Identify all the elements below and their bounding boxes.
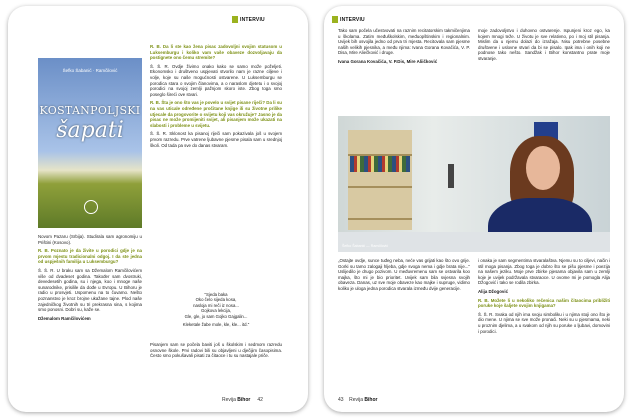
photo-caption: Šefko Šabanić — Ramčilović	[342, 244, 389, 248]
answer-5: Š. Š. R. Svaka od njih ima svoju simboliku i u njima stoji ono što je dio mene. U njima se sve može pronaći. Neki su u pjesmama, neki u proznim djelima, a u svakom od njih su poruke o ljubavi, domovini i porodici.	[478, 311, 610, 334]
paragraph-4-name: Alija Džogović	[478, 288, 509, 294]
page-number: 43	[338, 397, 344, 403]
author-photo	[338, 116, 610, 252]
question-5: R. B. Možete li u nekoliko rečenica našim čitaocima približiti poruke koje šaljete svojim knjigama?	[478, 297, 610, 309]
left-page	[8, 6, 308, 412]
caption-text: Novom Pazaru (Srbija). Studirala sam agronomiju u Prištini (Kosovo).	[38, 234, 142, 245]
page-footer	[338, 397, 377, 403]
section-tag: INTERVIU	[240, 17, 265, 23]
books	[350, 156, 410, 172]
paragraph-3: „Ostajte ovdje, sunce tuđeg neba, neće vas grijati kao što ovo grije. Gorki su tamo zalogaji hljeba, gdje svoga nema i gdje brata nije..." Uslijedilo je drugo pozivom. U međuvremenu sam se ostvarila koo majka, što mi je bio prioritet. Uvijek sam bila svjesna svojih obaveza. Danas, uz sve moje obaveze kao majke i supruge, vidimo koliko je uloga jedna porodica stvarala između dvije generacije.	[338, 258, 470, 291]
top-left-column	[338, 28, 470, 68]
answer-3: Š. Š. R. Sklonost ka pisanoj riječi sam pokazivala još u svojem prvom razredu. Prve vatrene ljubavne pjesme pisala sam u srednjoj školi. Od tada pa sve do danas stvaram.	[150, 131, 282, 148]
answer-2: Š. Š. R. Ovdje živimo onako kako se samo može poželjeti. Ekonomsko i društveno uspjevati stvorilo nam je razne ciljeve i volje, koje su naše mogućnosti ostvarene. U Luksemburgu se porodica stara o svojim članovima, a o naraslom djetetu i o svojoj porodici na svojoj zemlji pažnjom skoro iste. Zbog toga smo poseglo šireći ove stvari.	[150, 63, 282, 97]
poem-tail: Kleketale žabe mole, kle, kle... itd."	[182, 322, 250, 328]
bottom-right-column	[478, 258, 610, 337]
answer-1-highlight: Džemalom Ramčilovićem	[38, 315, 91, 321]
left-column	[38, 234, 142, 324]
page-number: 42	[257, 397, 263, 403]
poem-line: Oko čelo sijeda kosa,	[195, 297, 237, 303]
section-marker	[332, 16, 338, 23]
question-3: R. B. Šta je ono što vas je povelo u svijet pisane riječi? Da li su na vas uticale određene pročitane knjige ili su životne prilike utjecale da progovorite o svijetu koji vas okružuje? Jasno je da pisac ne može promijeniti svijet, ali pisanjem može ukazati na slabosti i probleme u svijetu.	[150, 100, 282, 128]
poem-line: Gojkova lekcija,	[200, 308, 232, 314]
question-1: R. B. Poznato je da živite u porodici gdje je na prvom mjestu tradicionalni odgoj. I da ste jedna od uspješnih familija u Luksemburgu?	[38, 248, 142, 265]
footer-magazine-name: Bihor	[364, 397, 378, 403]
publisher-seal-icon	[84, 200, 98, 214]
poem-block	[158, 292, 274, 327]
right-page	[324, 6, 624, 412]
desk	[338, 232, 610, 252]
book-title-line1: KOSTANPOLJSKI	[39, 104, 141, 117]
page-footer	[222, 397, 263, 403]
paragraph-4: i onaka je sam segmentima stvaralaštva. Njemu su to ciljevi, način i stil moga pisanja. Zbog toga je dobro što se pišu pjesme i poezija na našem jeziku. Moje prve zbirke pjesama objavila sam u zemlji koje je uvijek podržavala stvaraoce. U ovome mi je pomogla Alija Džogović i tako se rodila zbirka.	[478, 258, 610, 286]
poem-line: Gle, gle, jo sam Gojko Gajgalin...	[184, 313, 248, 319]
footer-magazine-prefix: Revija	[349, 397, 364, 403]
poem-line: "Sjeda baka	[204, 292, 228, 297]
question-2: R. B. Da li ste kao žena pisac zadovoljni svojim statusom u Luksemburgu i koliko vam vaše obaveze dozvoljavaju da postignete ono čemu stremite?	[150, 44, 282, 61]
book-title-line2: šapati	[56, 118, 124, 143]
section-marker	[232, 16, 238, 23]
bottom-left-column	[338, 258, 470, 295]
answer-3b: Pisanjem sam se počela baviti još u školskim i sedmom razredu osnovne škole. Prvi radovi bili su objavljeni u dječijim časopisima. Često smo pokušavali pisati za čitaoce i tu su nastajale priče.	[150, 342, 282, 359]
paragraph-1: Tako sam počela učestvovati na raznim recitatorskim takmičenjima u školama. Zatim međuškolskim, međuopštinskim i regionalnim. Uvijek bih osvojila jedno od prva tri mjesta. Recitovala sam pjesme naših velikih pjesnika, a među njima: Ivana Goranа Kovačića, V. P. Disa, Mire Aliečković i druge.	[338, 28, 470, 56]
book-author: Šefko Šabanić · Ramčilović	[62, 68, 118, 73]
top-right-column	[478, 28, 610, 65]
book-cover	[38, 58, 142, 228]
paragraph-1-names: Ivana Gorana Kovačića, V. P.Dis, Mire Aliičković	[338, 58, 438, 64]
bookshelf	[348, 130, 412, 230]
footer-magazine-name: Bihor	[237, 397, 251, 403]
author-face	[526, 146, 560, 190]
paragraph-2: moje zadovoljstvo i duhovno ostvarenje. Ispunjeni kroz ego, ka kojem mnogi teže. U životu je sve relativno, po i moj stil pisanja. Mislim da u njemu dolazi do izražaja. Nisu potrebne posebne društvene i uslovne stvari da bi se pisalo. Ipak ima i onih koji ne podnose tako nešto. Sandžak i Bihor konstantno prate moje stvaranje.	[478, 28, 610, 61]
right-column-end	[150, 342, 282, 362]
answer-1: Š. Š. R. U braku sam sa Džemalom Ramčilovićem više od dvadeset godina. Također sam dvostruki, devedesetih godina, su i njega, koo i mnoge naše sunarodnike, prisilile da dođe u Evropu. U Bihoru je radio u prosvjeti. Uspomenu na to čuvamo. Nešto poznanstvo je kroz brojne ukažane tajne. Plod naše zajedničkog životnih su tri prekrasna sina, s kojima smo ponosni. Dobri su, kaže se.	[38, 267, 142, 313]
footer-magazine-prefix: Revija	[222, 397, 236, 403]
lamp	[448, 164, 454, 188]
section-tag: INTERVIU	[340, 17, 365, 23]
right-column	[150, 44, 282, 151]
poem-line: nasloja mi reči iz nosa...	[193, 302, 239, 308]
